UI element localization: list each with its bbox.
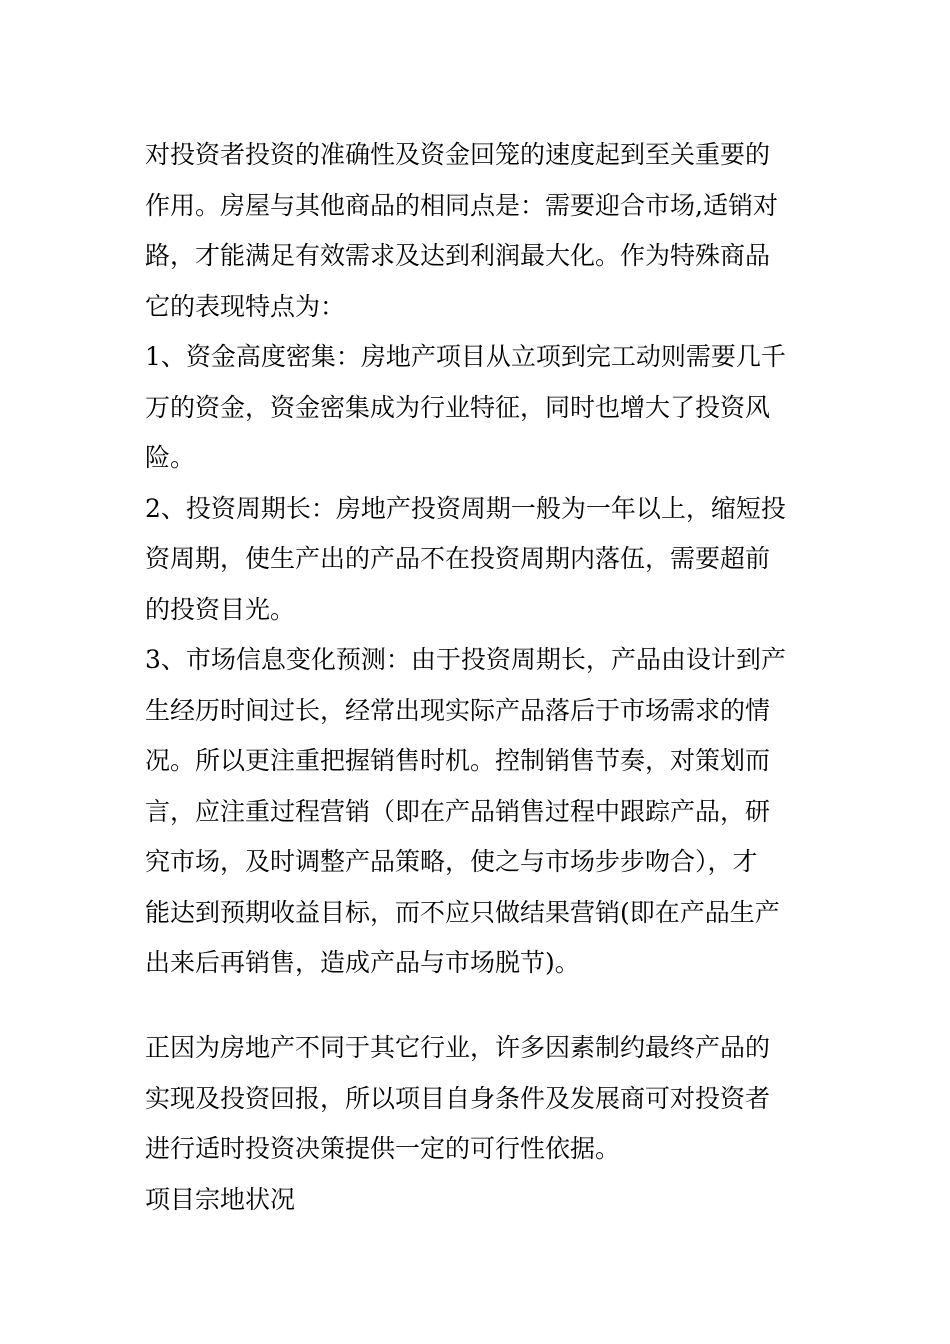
text-line: 险。 — [145, 443, 196, 472]
text-line: 对投资者投资的准确性及资金回笼的速度起到至关重要的 — [145, 140, 771, 169]
body-text-section-1 — [145, 130, 815, 989]
text-line: 路，才能满足有效需求及达到利润最大化。作为特殊商品 — [145, 241, 771, 270]
text-line: 言，应注重过程营销（即在产品销售过程中跟踪产品，研 — [145, 796, 771, 826]
text-line: 能达到预期收益目标，而不应只做结果营销(即在产品生产 — [145, 897, 780, 927]
text-line: 出来后再销售，造成产品与市场脱节)。 — [145, 948, 580, 977]
list-item-3-line: 3、市场信息变化预测：由于投资周期长，产品由设计到产 — [145, 645, 786, 674]
list-item-2-line: 2、投资周期长：房地产投资周期一般为一年以上，缩短投 — [145, 493, 786, 523]
text-line: 进行适时投资决策提供一定的可行性依据。 — [145, 1134, 621, 1163]
text-line: 实现及投资回报，所以项目自身条件及发展商可对投资者 — [145, 1083, 771, 1113]
text-line: 的投资目光。 — [145, 594, 296, 624]
text-line: 作用。房屋与其他商品的相同点是：需要迎合市场,适销对 — [145, 190, 778, 220]
text-line: 万的资金，资金密集成为行业特征，同时也增大了投资风 — [145, 392, 771, 422]
text-line: 资周期，使生产出的产品不在投资周期内落伍，需要超前 — [145, 544, 771, 573]
body-text-section-2 — [145, 1023, 815, 1225]
text-line: 况。所以更注重把握销售时机。控制销售节奏，对策划而 — [145, 746, 771, 775]
text-line: 生经历时间过长，经常出现实际产品落后于市场需求的情 — [145, 695, 771, 725]
text-line: 它的表现特点为： — [145, 291, 346, 321]
text-line: 究市场，及时调整产品策略，使之与市场步步吻合），才 — [145, 847, 758, 876]
list-item-1-line: 1、资金高度密集：房地产项目从立项到完工动则需要几千 — [145, 342, 786, 371]
text-line: 正因为房地产不同于其它行业，许多因素制约最终产品的 — [145, 1033, 771, 1062]
section-heading: 项目宗地状况 — [145, 1184, 296, 1214]
